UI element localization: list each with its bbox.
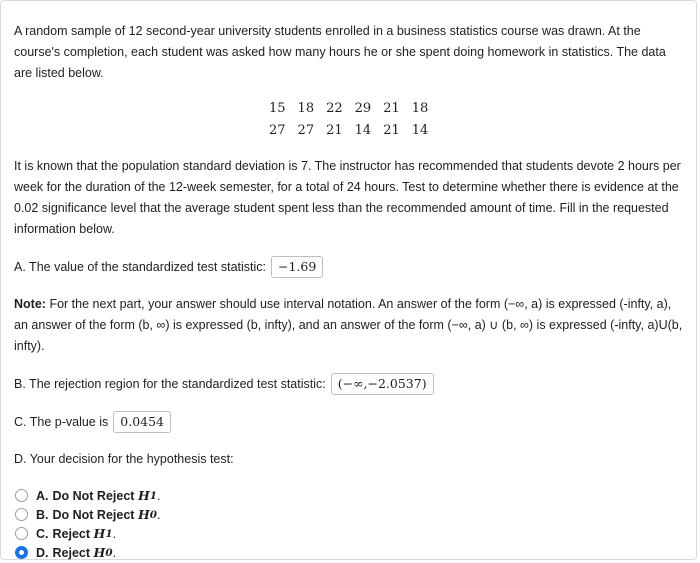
data-cell: 21 (383, 123, 400, 138)
decision-options (14, 486, 684, 562)
part-d-label: D. Your decision for the hypothesis test: (14, 452, 234, 466)
note-label: Note: (14, 297, 46, 311)
problem-text: It is known that the population standard deviation is 7. The instructor has recommended that students devote 2 hours per week for the duration of the 12-week semester, for a total of 24 hours. Test to determine whether there is evidence at the 0.02 significance level that the average student spent less than the recommended amount of time. Fill in the requested information below. (14, 159, 681, 236)
part-a-label: A. The value of the standardized test statistic: (14, 260, 266, 274)
data-cell: 15 (269, 101, 286, 116)
intro-text: A random sample of 12 second-year university students enrolled in a business statistics course was drawn. At the course's completion, each student was asked how many hours he or she spent doing homework in statistics. The data are listed below. (14, 24, 666, 80)
option-symbol: H (93, 526, 106, 541)
radio-button-selected[interactable] (15, 546, 28, 559)
option-letter: D. (36, 545, 49, 560)
data-cell: 14 (411, 123, 429, 138)
part-c (14, 411, 684, 433)
data-cell: 21 (326, 123, 343, 138)
note-text: For the next part, your answer should use interval notation. An answer of the form (−∞, a) is expressed (-infty, a), an answer of the form (b, ∞) is expressed (b, infty), and an answer of the form (−∞, a) ∪ (b, ∞) is expressed (-infty, a)U(b, infty). (14, 297, 683, 353)
option-letter: A. (36, 488, 49, 503)
data-cell: 18 (411, 101, 429, 116)
option-symbol: H (137, 488, 150, 503)
option-text: Do Not Reject (52, 488, 135, 503)
option-c[interactable]: C. Reject H 1 . (14, 524, 684, 543)
option-subscript: 1 (105, 527, 113, 540)
data-cell: 27 (297, 123, 315, 138)
data-cell: 14 (354, 123, 372, 138)
option-text: Do Not Reject (52, 507, 135, 522)
option-letter: B. (36, 507, 49, 522)
data-row-1 (269, 98, 684, 120)
radio-button[interactable] (15, 508, 28, 521)
option-text: Reject (52, 545, 91, 560)
option-b[interactable]: B. Do Not Reject H 0 . (14, 505, 684, 524)
radio-button[interactable] (15, 489, 28, 502)
option-symbol: H (93, 545, 106, 560)
part-a (14, 256, 684, 278)
note (14, 294, 684, 357)
part-a-answer-box[interactable]: −1.69 (271, 256, 323, 278)
data-row-2 (269, 120, 684, 142)
part-c-answer-box[interactable]: 0.0454 (113, 411, 171, 433)
option-d[interactable]: D. Reject H 0 . (14, 543, 684, 562)
part-c-label: C. The p-value is (14, 415, 109, 429)
part-b-label: B. The rejection region for the standardized test statistic: (14, 377, 326, 391)
part-b (14, 373, 684, 395)
option-a[interactable]: A. Do Not Reject H 1 . (14, 486, 684, 505)
data-cell: 29 (354, 101, 372, 116)
radio-button[interactable] (15, 527, 28, 540)
option-text: Reject (52, 526, 91, 541)
question-content (14, 21, 684, 562)
option-subscript: 0 (105, 546, 113, 559)
part-b-answer-box[interactable]: (−∞,−2.0537) (331, 373, 434, 395)
data-cell: 27 (269, 123, 286, 138)
data-cell: 22 (326, 101, 343, 116)
data-cell: 18 (297, 101, 315, 116)
option-subscript: 1 (149, 489, 157, 502)
data-cell: 21 (383, 101, 400, 116)
data-table (269, 98, 684, 142)
option-letter: C. (36, 526, 49, 541)
option-symbol: H (137, 507, 150, 522)
option-subscript: 0 (149, 508, 157, 521)
